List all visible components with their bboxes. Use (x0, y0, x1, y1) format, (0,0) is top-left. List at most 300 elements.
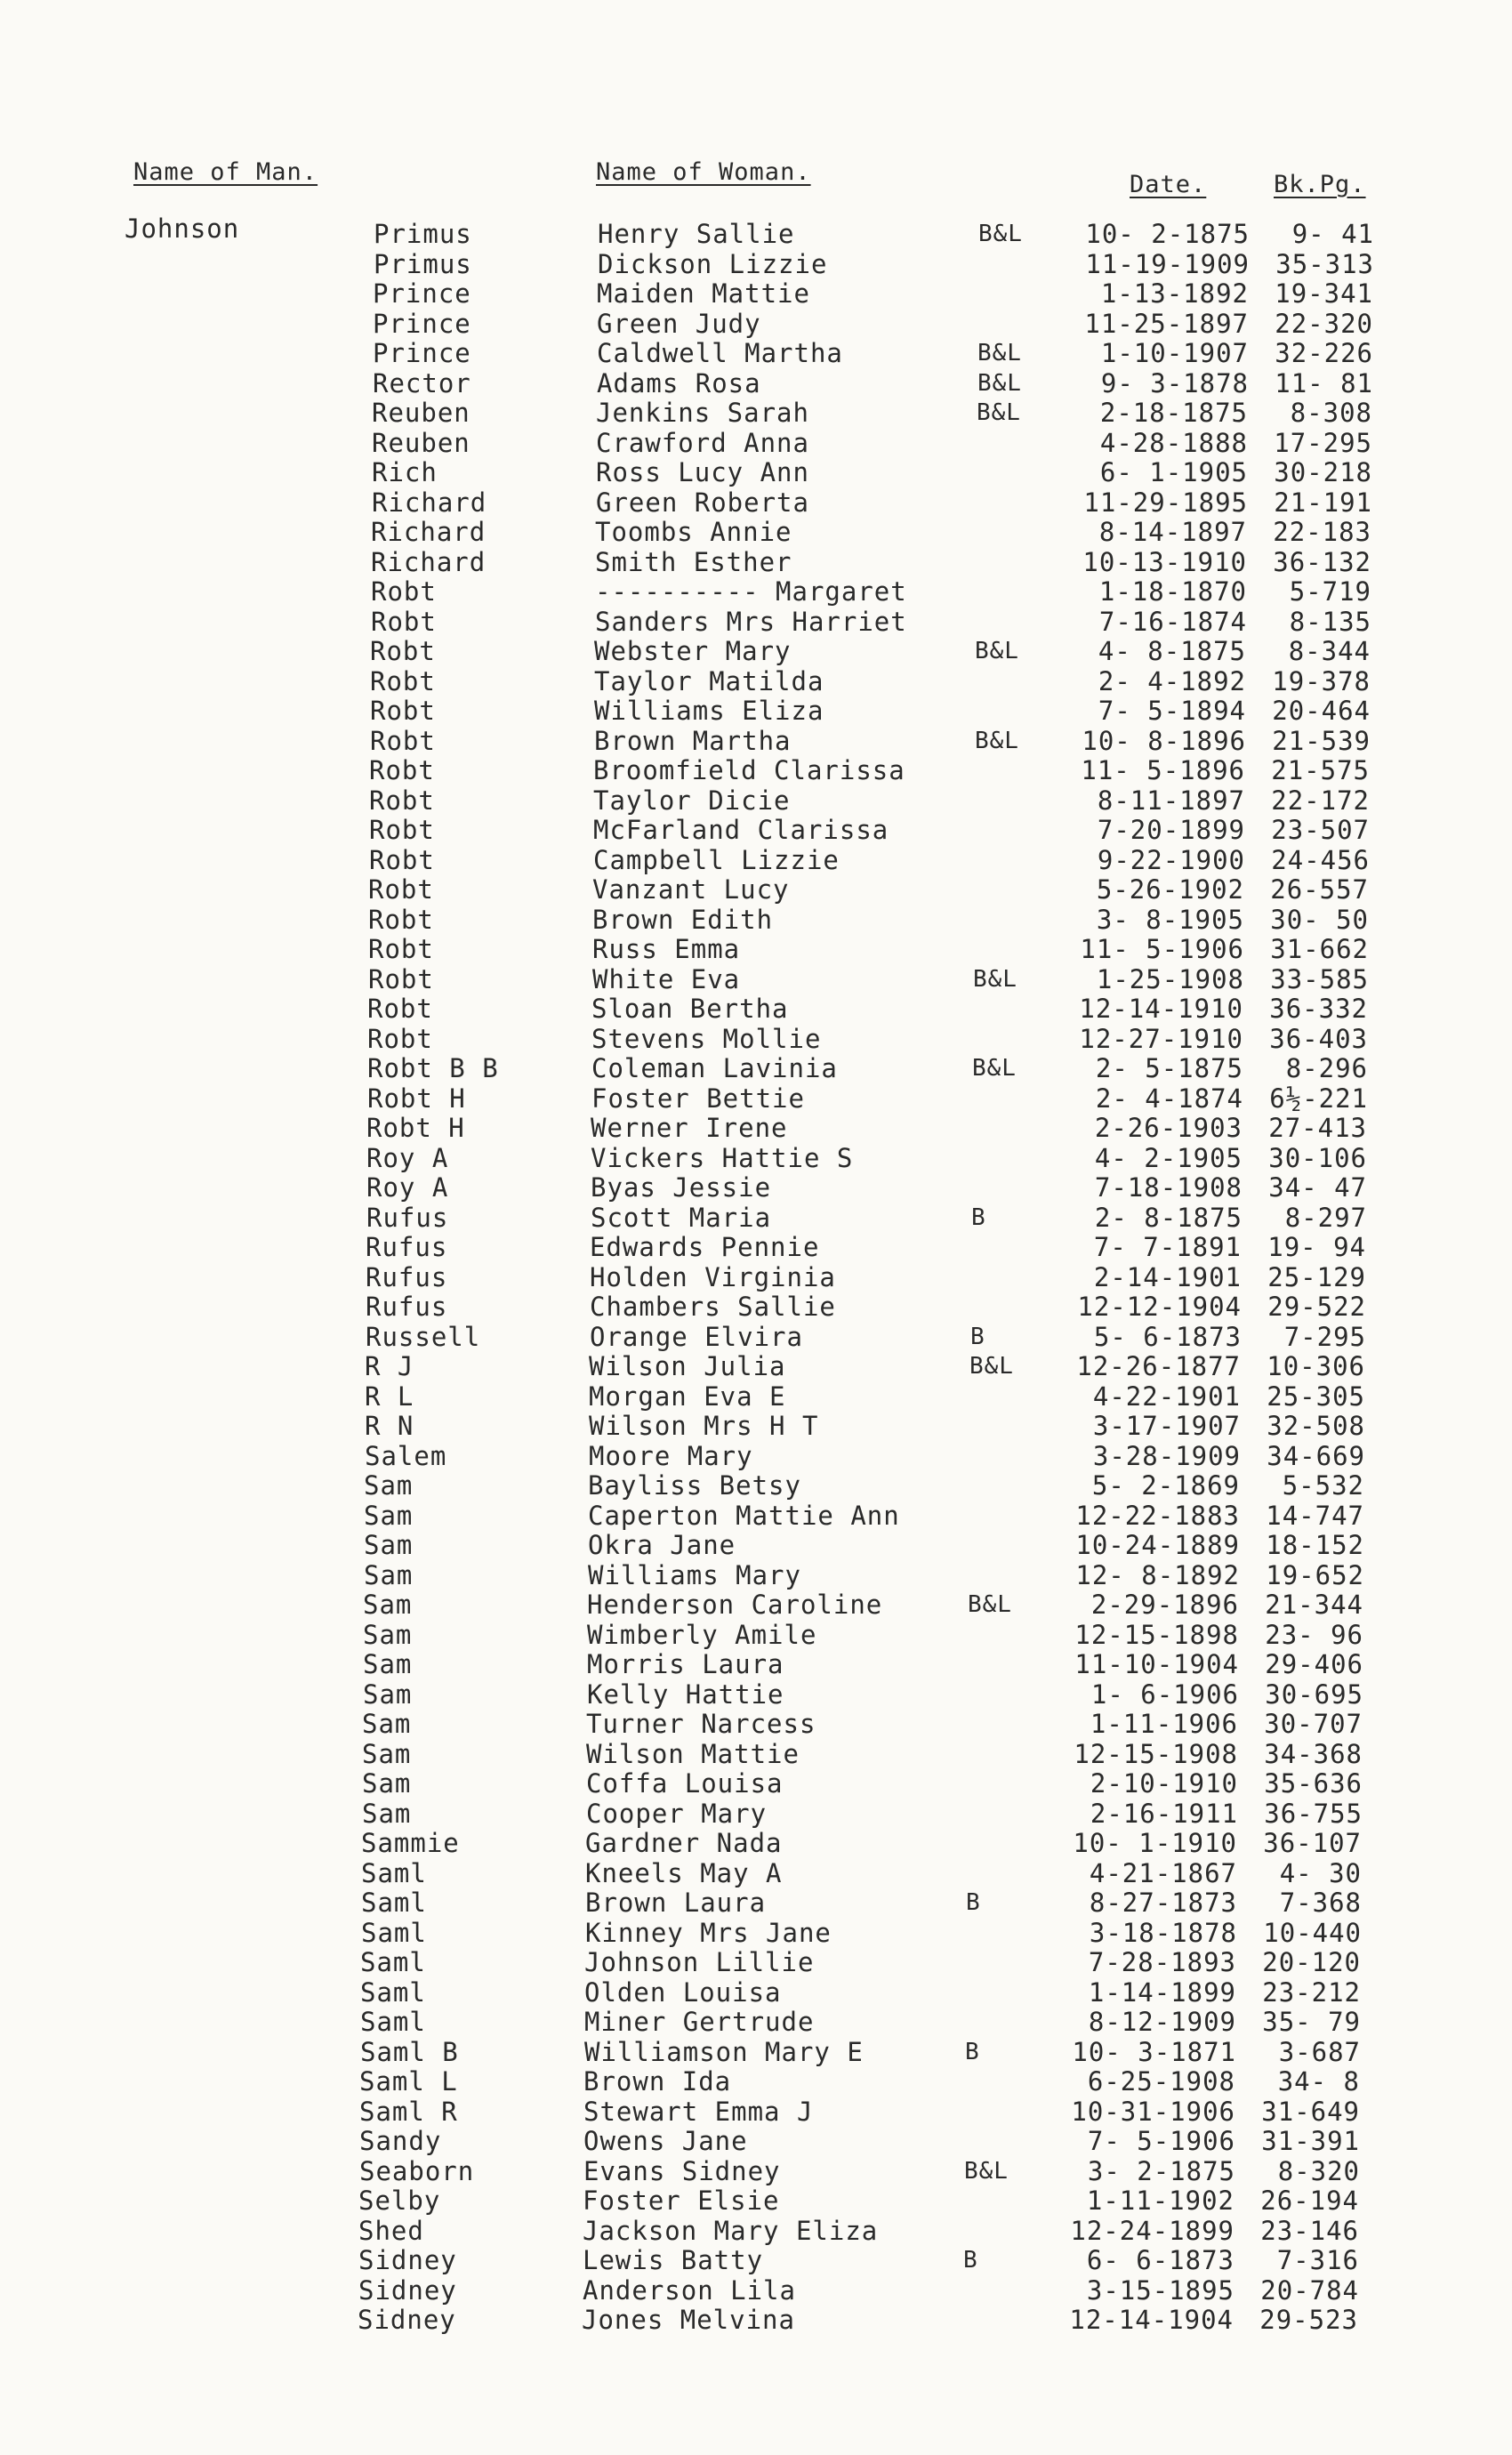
marriage-date: 10- 8-1896 (1082, 725, 1246, 756)
table-row (0, 874, 1512, 905)
table-row (0, 1530, 1512, 1560)
woman-name: Owens Jane (583, 2126, 748, 2156)
book-page: 33-585 (1270, 963, 1369, 994)
book-page: 7-368 (1279, 1888, 1362, 1918)
woman-name: Toombs Annie (595, 517, 792, 547)
given-name: Sam (362, 1768, 412, 1799)
given-name: Prince (373, 338, 471, 368)
book-page: 23-146 (1260, 2215, 1359, 2246)
marriage-date: 3- 8-1905 (1096, 904, 1244, 935)
table-row (0, 845, 1512, 875)
book-page: 23-507 (1271, 815, 1370, 845)
woman-name: Wilson Mrs H T (589, 1411, 819, 1441)
given-name: Robt (367, 1023, 433, 1054)
book-page: 7-295 (1283, 1321, 1366, 1352)
woman-name: Williams Eliza (594, 696, 824, 726)
marriage-date: 1-10-1907 (1100, 338, 1249, 368)
book-page: 35-636 (1264, 1768, 1363, 1799)
book-page: 8-344 (1288, 636, 1371, 666)
woman-name: Green Judy (597, 308, 761, 339)
record-type: B (963, 2247, 978, 2274)
book-page: 7-316 (1276, 2245, 1359, 2275)
woman-name: Edwards Pennie (590, 1232, 820, 1262)
given-name: Saml (361, 1917, 427, 1948)
given-name: Rufus (366, 1202, 449, 1233)
table-row (0, 755, 1512, 785)
given-name: Robt (368, 874, 434, 905)
header-name-of-man: Name of Man. (133, 158, 318, 186)
woman-name: Henderson Caroline (587, 1590, 883, 1620)
table-row (0, 2305, 1512, 2335)
marriage-date: 3- 2-1875 (1087, 2155, 1235, 2186)
given-name: Robt (368, 904, 434, 935)
marriage-date: 12-15-1898 (1074, 1619, 1239, 1650)
woman-name: Crawford Anna (596, 427, 809, 458)
woman-name: Taylor Dicie (593, 785, 791, 816)
book-page: 5-532 (1282, 1470, 1364, 1501)
book-page: 26-194 (1260, 2185, 1359, 2216)
table-row (0, 1739, 1512, 1769)
given-name: Sam (364, 1530, 414, 1560)
marriage-date: 2- 4-1874 (1095, 1083, 1243, 1114)
book-page: 19-378 (1272, 665, 1371, 696)
marriage-date: 2- 4-1892 (1098, 665, 1246, 696)
given-name: Sam (363, 1649, 413, 1679)
marriage-date: 12-15-1908 (1074, 1738, 1238, 1769)
given-name: Robt (370, 636, 436, 666)
book-page: 4- 30 (1279, 1857, 1362, 1888)
marriage-date: 3-28-1909 (1092, 1440, 1241, 1471)
table-row (0, 1620, 1512, 1650)
woman-name: Foster Elsie (583, 2185, 780, 2216)
given-name: Saml L (359, 2066, 458, 2097)
given-name: Sidney (358, 2274, 457, 2306)
marriage-date: 4-28-1888 (1099, 427, 1248, 458)
table-row (0, 1232, 1512, 1262)
given-name: Sam (364, 1500, 414, 1531)
book-page: 20-464 (1272, 696, 1371, 726)
table-row (0, 696, 1512, 726)
marriage-date: 6- 1-1905 (1099, 457, 1248, 487)
book-page: 20-120 (1262, 1947, 1361, 1977)
record-type: B&L (972, 1055, 1017, 1082)
book-page: 8-297 (1284, 1202, 1367, 1233)
woman-name: Werner Irene (591, 1113, 788, 1143)
table-row (0, 2185, 1512, 2216)
book-page: 30-106 (1268, 1142, 1367, 1173)
woman-name: Taylor Matilda (594, 665, 824, 696)
woman-name: Evans Sidney (583, 2155, 781, 2186)
woman-name: Brown Martha (594, 725, 792, 756)
marriage-date: 11-25-1897 (1084, 308, 1249, 339)
marriage-date: 4-21-1867 (1089, 1857, 1237, 1888)
book-page: 14-747 (1266, 1500, 1364, 1531)
marriage-date: 8-11-1897 (1097, 785, 1245, 816)
table-row (0, 1381, 1512, 1412)
table-row (0, 1203, 1512, 1233)
given-name: Sam (362, 1709, 412, 1739)
book-page: 21-344 (1265, 1590, 1363, 1620)
book-page: 21-575 (1271, 755, 1370, 785)
woman-name: Kinney Mrs Jane (585, 1917, 832, 1948)
table-row (0, 2066, 1512, 2097)
given-name: Robt (370, 725, 436, 756)
table-row (0, 1649, 1512, 1679)
table-row (0, 576, 1512, 607)
woman-name: Olden Louisa (584, 1976, 782, 2008)
woman-name: Campbell Lizzie (593, 844, 840, 875)
record-type: B&L (968, 1591, 1012, 1618)
book-page: 6½-221 (1269, 1083, 1368, 1114)
marriage-date: 10-31-1906 (1071, 2096, 1235, 2127)
given-name: Sam (364, 1470, 414, 1501)
given-name: Robt H (367, 1083, 466, 1114)
book-page: 9- 41 (1291, 219, 1374, 249)
book-page: 22-172 (1271, 785, 1370, 816)
table-row (0, 1768, 1512, 1799)
table-row (0, 994, 1512, 1024)
woman-name: Kneels May A (585, 1857, 783, 1888)
marriage-date: 12-22-1883 (1075, 1500, 1240, 1531)
table-row (0, 1083, 1512, 1114)
book-page: 35-313 (1275, 248, 1374, 279)
record-type: B&L (977, 399, 1021, 426)
marriage-date: 7- 5-1906 (1087, 2126, 1235, 2156)
marriage-date: 7-28-1893 (1088, 1947, 1236, 1977)
table-row (0, 964, 1512, 994)
marriage-date: 1- 6-1906 (1090, 1678, 1239, 1710)
woman-name: Williams Mary (588, 1559, 801, 1590)
marriage-date: 4-22-1901 (1092, 1380, 1241, 1412)
given-name: Reuben (372, 427, 470, 458)
woman-name: Maiden Mattie (597, 278, 810, 309)
woman-name: Jones Melvina (582, 2305, 795, 2335)
book-page: 21-191 (1274, 487, 1372, 518)
given-name: Sam (363, 1678, 413, 1710)
table-row (0, 1679, 1512, 1710)
table-row (0, 1590, 1512, 1620)
given-name: Roy A (366, 1142, 449, 1173)
given-name: Richard (372, 487, 487, 518)
given-name: Primus (374, 219, 472, 249)
marriage-date: 2- 8-1875 (1094, 1202, 1243, 1233)
given-name: Primus (374, 248, 472, 279)
given-name: Robt (369, 844, 435, 875)
book-page: 36-755 (1264, 1798, 1363, 1829)
woman-name: Johnson Lillie (584, 1947, 815, 1977)
given-name: Robt (369, 815, 435, 845)
given-name: Sidney (358, 2245, 457, 2275)
woman-name: Gardner Nada (585, 1828, 783, 1858)
marriage-date: 12- 8-1892 (1075, 1559, 1240, 1590)
given-name: Sam (364, 1559, 414, 1590)
marriage-date: 2- 5-1875 (1095, 1053, 1243, 1083)
record-type: B (971, 1203, 986, 1231)
book-page: 31-662 (1270, 934, 1369, 964)
marriage-date: 11- 5-1906 (1080, 934, 1244, 964)
marriage-date: 12-26-1877 (1076, 1351, 1241, 1381)
table-row (0, 487, 1512, 518)
given-name: Sammie (361, 1828, 460, 1858)
marriage-date: 11- 5-1896 (1081, 755, 1245, 785)
woman-name: Russ Emma (592, 934, 741, 964)
marriage-date: 11-19-1909 (1085, 248, 1250, 279)
given-name: Robt (370, 665, 436, 696)
book-page: 3-687 (1278, 2036, 1361, 2067)
given-name: Salem (365, 1440, 447, 1471)
marriage-date: 2-26-1903 (1094, 1113, 1243, 1143)
given-name: Rich (372, 457, 438, 487)
given-name: Rector (373, 367, 471, 398)
woman-name: Byas Jessie (591, 1172, 772, 1203)
marriage-date: 7- 5-1894 (1098, 696, 1246, 726)
woman-name: Adams Rosa (597, 367, 761, 398)
given-name: Robt H (366, 1113, 465, 1143)
given-name: Saml B (360, 2036, 459, 2067)
book-page: 19-652 (1266, 1559, 1364, 1590)
woman-name: Lewis Batty (583, 2245, 764, 2275)
given-name: Sam (363, 1590, 413, 1620)
given-name: Richard (371, 517, 487, 547)
marriage-date: 7-16-1874 (1098, 606, 1247, 637)
woman-name: Miner Gertrude (584, 2007, 815, 2037)
woman-name: Jackson Mary Eliza (583, 2215, 879, 2246)
book-page: 17-295 (1274, 427, 1372, 458)
book-page: 34-669 (1267, 1440, 1365, 1471)
woman-name: Henry Sallie (598, 219, 795, 249)
table-row (0, 428, 1512, 458)
record-type: B&L (975, 638, 1019, 664)
woman-name: Chambers Sallie (590, 1292, 836, 1322)
table-row (0, 2007, 1512, 2037)
table-row (0, 1709, 1512, 1739)
book-page: 11- 81 (1275, 367, 1373, 398)
given-name: Sidney (358, 2305, 456, 2335)
given-name: R J (365, 1351, 414, 1381)
table-row (0, 1470, 1512, 1501)
book-page: 31-649 (1261, 2096, 1360, 2127)
book-page: 30- 50 (1270, 904, 1369, 935)
table-row (0, 1024, 1512, 1054)
woman-name: Green Roberta (596, 487, 809, 518)
woman-name: Anderson Lila (583, 2274, 796, 2306)
book-page: 36-107 (1263, 1828, 1362, 1858)
book-page: 25-129 (1267, 1261, 1366, 1292)
book-page: 18-152 (1266, 1530, 1364, 1560)
record-type: B (965, 2038, 980, 2065)
given-name: R N (365, 1411, 414, 1441)
table-row (0, 309, 1512, 339)
table-row (0, 1411, 1512, 1441)
header-book-page: Bk.Pg. (1274, 171, 1366, 198)
book-page: 21-539 (1272, 725, 1371, 756)
table-row (0, 1858, 1512, 1888)
woman-name: Caldwell Martha (597, 338, 843, 368)
woman-name: Stevens Mollie (591, 1023, 822, 1054)
given-name: Saml (361, 1857, 427, 1888)
record-type: B&L (969, 1353, 1014, 1380)
book-page: 20-784 (1260, 2274, 1359, 2306)
book-page: 29-406 (1265, 1649, 1363, 1679)
table-row (0, 1053, 1512, 1083)
marriage-date: 5-26-1902 (1096, 874, 1244, 905)
book-page: 23-212 (1262, 1976, 1361, 2008)
marriage-date: 10-13-1910 (1082, 546, 1247, 577)
marriage-date: 10- 3-1871 (1072, 2036, 1236, 2067)
woman-name: Cooper Mary (586, 1798, 768, 1829)
woman-name: Vanzant Lucy (592, 874, 790, 905)
given-name: Rufus (366, 1261, 448, 1292)
woman-name: Jenkins Sarah (596, 398, 809, 428)
marriage-date: 12-14-1904 (1069, 2305, 1234, 2335)
marriage-date: 3-17-1907 (1092, 1411, 1241, 1441)
header-date: Date. (1130, 171, 1207, 198)
table-row (0, 1143, 1512, 1173)
marriage-date: 3-15-1895 (1086, 2274, 1235, 2306)
marriage-date: 7- 7-1891 (1093, 1232, 1242, 1262)
table-row (0, 1828, 1512, 1858)
given-name: Selby (358, 2185, 441, 2216)
table-row (0, 1262, 1512, 1292)
given-name: Robt (367, 994, 433, 1024)
given-name: Rufus (366, 1292, 448, 1322)
marriage-date: 2-14-1901 (1093, 1261, 1242, 1292)
marriage-date: 1-13-1892 (1100, 278, 1249, 309)
table-row (0, 2245, 1512, 2275)
table-row (0, 2037, 1512, 2067)
table-row (0, 2126, 1512, 2156)
book-page: 32-226 (1275, 338, 1373, 368)
table-row (0, 338, 1512, 368)
table-row (0, 666, 1512, 696)
book-page: 8-320 (1277, 2155, 1360, 2186)
woman-name: Foster Bettie (591, 1083, 805, 1114)
given-name: Sam (362, 1798, 412, 1829)
marriage-date: 12-14-1910 (1079, 994, 1243, 1024)
marriage-date: 2-16-1911 (1090, 1798, 1238, 1829)
marriage-date: 9-22-1900 (1097, 844, 1245, 875)
marriage-date: 6-25-1908 (1087, 2066, 1235, 2097)
table-row (0, 1351, 1512, 1381)
table-row (0, 1918, 1512, 1948)
book-page: 30-695 (1265, 1678, 1363, 1710)
book-page: 30-218 (1274, 457, 1372, 487)
woman-name: Brown Edith (592, 904, 774, 935)
woman-name: Morgan Eva E (589, 1380, 786, 1412)
book-page: 5-719 (1289, 576, 1371, 607)
given-name: Saml R (359, 2096, 458, 2127)
book-page: 10-440 (1263, 1917, 1362, 1948)
given-name: Robt (371, 576, 437, 607)
book-page: 8-296 (1285, 1053, 1368, 1083)
given-name: Prince (373, 308, 471, 339)
record-type: B (966, 1889, 981, 1916)
book-page: 36-132 (1273, 546, 1371, 577)
book-page: 8-135 (1289, 606, 1371, 637)
table-row (0, 1947, 1512, 1977)
woman-name: Webster Mary (594, 636, 792, 666)
book-page: 26-557 (1270, 874, 1369, 905)
book-page: 36-332 (1269, 994, 1368, 1024)
book-page: 29-522 (1267, 1292, 1366, 1322)
woman-name: Vickers Hattie S (591, 1142, 854, 1173)
given-name: Prince (373, 278, 471, 309)
table-row (0, 934, 1512, 964)
table-row (0, 368, 1512, 398)
table-row (0, 249, 1512, 279)
marriage-date: 9- 3-1878 (1100, 367, 1249, 398)
table-row (0, 1560, 1512, 1590)
given-name: Reuben (372, 398, 470, 428)
woman-name: Ross Lucy Ann (596, 457, 809, 487)
marriage-date: 11-10-1904 (1074, 1649, 1239, 1679)
given-name: Robt (368, 934, 434, 964)
given-name: Russell (366, 1321, 481, 1352)
marriage-date: 8-12-1909 (1088, 2007, 1236, 2037)
marriage-date: 2-18-1875 (1099, 398, 1248, 428)
table-row (0, 636, 1512, 666)
given-name: Saml (360, 1976, 426, 2008)
book-page: 24-456 (1271, 844, 1370, 875)
marriage-date: 8-27-1873 (1089, 1888, 1237, 1918)
woman-name: Scott Maria (591, 1202, 772, 1233)
woman-name: Wilson Julia (589, 1351, 786, 1381)
marriage-date: 1-11-1902 (1086, 2185, 1235, 2216)
table-row (0, 219, 1512, 249)
marriage-date: 1-11-1906 (1090, 1709, 1238, 1739)
table-row (0, 1172, 1512, 1203)
table-row (0, 815, 1512, 845)
given-name: Seaborn (359, 2155, 475, 2186)
woman-name: Williamson Mary E (584, 2036, 864, 2067)
marriage-date: 10-24-1889 (1075, 1530, 1240, 1560)
woman-name: Caperton Mattie Ann (588, 1500, 900, 1531)
table-row (0, 278, 1512, 309)
table-row (0, 2216, 1512, 2246)
table-row (0, 1292, 1512, 1322)
marriage-date: 4- 8-1875 (1098, 636, 1246, 666)
woman-name: Broomfield Clarissa (593, 755, 905, 785)
woman-name: Orange Elvira (590, 1321, 803, 1352)
marriage-date: 6- 6-1873 (1086, 2245, 1235, 2275)
table-row (0, 517, 1512, 547)
marriage-date: 5- 6-1873 (1093, 1321, 1242, 1352)
book-page: 34- 47 (1268, 1172, 1367, 1203)
marriage-date: 10- 1-1910 (1073, 1828, 1237, 1858)
given-name: Robt (369, 785, 435, 816)
marriage-date: 8-14-1897 (1098, 517, 1247, 547)
given-name: R L (365, 1380, 414, 1412)
book-page: 30-707 (1264, 1709, 1363, 1739)
woman-name: Smith Esther (595, 546, 792, 577)
marriage-date: 12-24-1899 (1070, 2215, 1235, 2246)
given-name: Sam (363, 1619, 413, 1650)
book-page: 35- 79 (1262, 2007, 1361, 2037)
woman-name: White Eva (592, 963, 741, 994)
surname-label: Johnson (125, 213, 240, 244)
table-row (0, 1113, 1512, 1143)
given-name: Shed (358, 2215, 424, 2246)
marriage-date: 7-20-1899 (1097, 815, 1245, 845)
woman-name: Coleman Lavinia (591, 1053, 838, 1083)
woman-name: Sanders Mrs Harriet (595, 606, 907, 637)
table-row (0, 2275, 1512, 2306)
book-page: 23- 96 (1265, 1619, 1363, 1650)
marriage-date: 2-10-1910 (1090, 1768, 1238, 1799)
table-row (0, 398, 1512, 428)
marriage-date: 12-27-1910 (1079, 1023, 1243, 1054)
table-row (0, 1501, 1512, 1531)
